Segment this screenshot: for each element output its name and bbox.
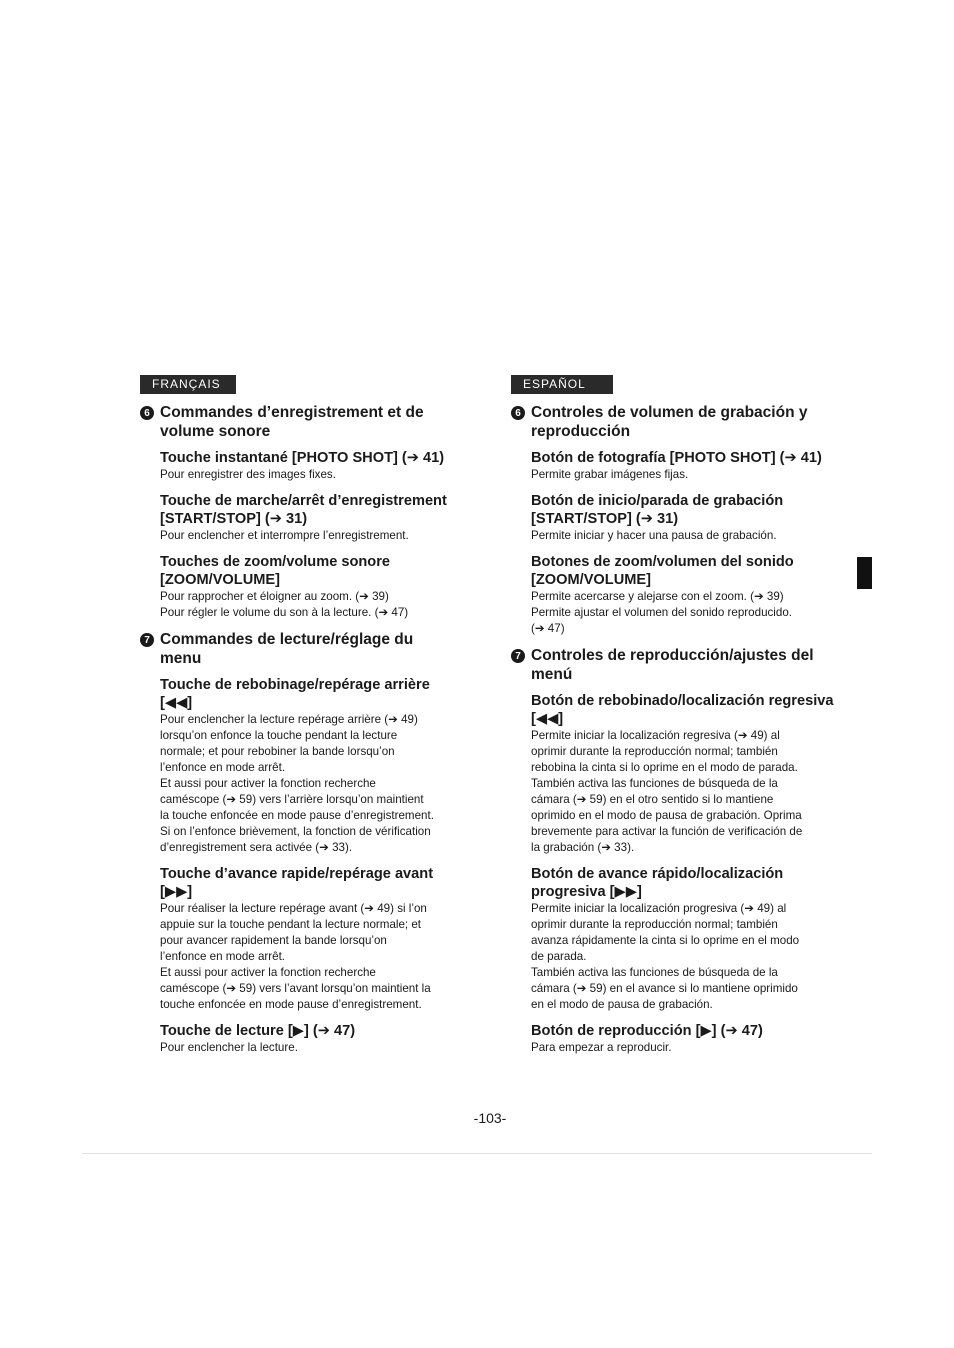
section-number-6: 6 [511,406,525,420]
item-description: Pour enclencher la lecture. [160,1041,298,1054]
list-item [531,553,841,637]
item-description: Permite iniciar y hacer una pausa de grabación. [531,529,777,542]
item-title: Touche d’avance rapide/repérage avant [▶▶] [160,866,434,900]
item-title: Botón de reproducción [▶] (➔ 47) [531,1023,763,1039]
list-item [531,692,841,856]
section-6-heading [511,403,841,441]
list-item [160,865,450,1013]
item-description: Permite iniciar la localización regresiva (➔ 49) al oprimir durante la reproducción normal; también rebobina la cinta si lo oprime en el modo de parada. También activa las funciones de búsqueda de la cámara (➔ 59) en el otro sentido si lo mantiene oprimido en el modo de pausa de grabación. Oprima brevemente para activar la función de verificación de la grabación (➔ 33). [531,729,803,854]
espanol-column [511,375,841,1065]
item-title: Botón de inicio/parada de grabación [START/STOP] (➔ 31) [531,493,784,527]
item-title: Touche de marche/arrêt d’enregistrement [START/STOP] (➔ 31) [160,493,447,527]
list-item [531,449,841,483]
item-title: Touches de zoom/volume sonore [ZOOM/VOLUME] [160,554,391,588]
item-description: Permite grabar imágenes fijas. [531,468,689,481]
footer-divider [82,1153,872,1154]
item-title: Touche instantané [PHOTO SHOT] (➔ 41) [160,450,445,466]
item-title: Botones de zoom/volumen del sonido [ZOOM/VOLUME] [531,554,794,588]
item-description: Pour enclencher et interrompre l’enregistrement. [160,529,409,542]
section-title: Commandes d’enregistrement et de volume sonore [160,404,424,440]
francais-column [140,375,450,1065]
item-description: Permite acercarse y alejarse con el zoom. (➔ 39) Permite ajustar el volumen del sonido reproducido. (➔ 47) [531,590,793,635]
side-tab-marker [857,557,872,589]
list-item [160,676,450,856]
list-item [160,449,450,483]
section-title: Commandes de lecture/réglage du menu [160,631,414,667]
list-item [160,492,450,544]
item-description: Pour enclencher la lecture repérage arrière (➔ 49) lorsqu’on enfonce la touche pendant la lecture normale; et pour rebobiner la bande lorsqu’on l’enfonce en mode arrêt. Et aussi pour activer la fonction recherche caméscope (➔ 59) vers l’arrière lorsqu’on maintient la touche enfoncée en mode pause d’enregistrement. Si on l’enfonce brièvement, la fonction de vérification d’enregistrement sera activée (➔ 33). [160,713,434,854]
page-number: -103- [473,1110,507,1126]
list-item [531,865,841,1013]
item-title: Touche de lecture [▶] (➔ 47) [160,1023,356,1039]
section-number-7: 7 [140,633,154,647]
item-title: Touche de rebobinage/repérage arrière [◀◀] [160,677,430,711]
item-title: Botón de fotografía [PHOTO SHOT] (➔ 41) [531,450,822,466]
item-description: Pour réaliser la lecture repérage avant (➔ 49) si l’on appuie sur la touche pendant la lecture normale; et pour avancer rapidement la bande lorsqu’on l’enfonce en mode arrêt. Et aussi pour activer la fonction recherche caméscope (➔ 59) vers l’avant lorsqu’on maintient la touche enfoncée en mode pause d’enregistrement. [160,902,431,1011]
item-description: Pour rapprocher et éloigner au zoom. (➔ 39) Pour régler le volume du son à la lecture. (➔ 47) [160,590,409,619]
language-badge-francais: FRANÇAIS [140,375,236,394]
item-title: Botón de avance rápido/localización progresiva [▶▶] [531,866,784,900]
item-description: Para empezar a reproducir. [531,1041,672,1054]
section-number-7: 7 [511,649,525,663]
item-title: Botón de rebobinado/localización regresiva [◀◀] [531,693,834,727]
item-description: Pour enregistrer des images fixes. [160,468,336,481]
section-7-heading [511,646,841,684]
list-item [531,492,841,544]
language-badge-espanol: ESPAÑOL [511,375,613,394]
list-item [160,553,450,621]
section-number-6: 6 [140,406,154,420]
section-6-heading [140,403,450,441]
section-title: Controles de volumen de grabación y reproducción [531,404,808,440]
section-title: Controles de reproducción/ajustes del menú [531,647,814,683]
section-7-heading [140,630,450,668]
list-item [160,1022,450,1056]
item-description: Permite iniciar la localización progresiva (➔ 49) al oprimir durante la reproducción normal; también avanza rápidamente la cinta si lo oprime en el modo de parada. También activa las funciones de búsqueda de la cámara (➔ 59) en el avance si lo mantiene oprimido en el modo de pausa de grabación. [531,902,800,1011]
list-item [531,1022,841,1056]
